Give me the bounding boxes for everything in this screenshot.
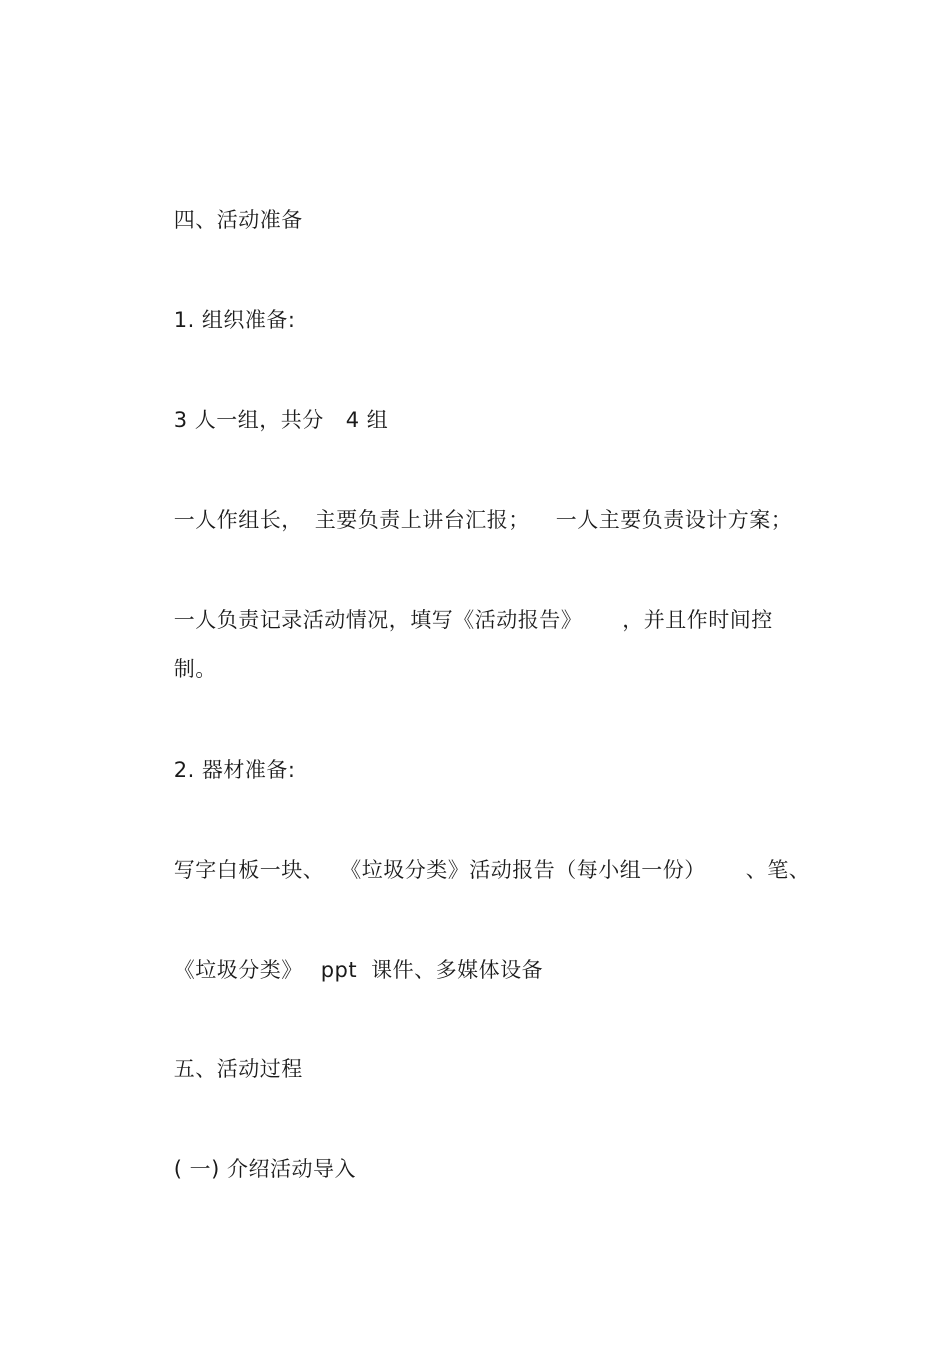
record-line-continued bbox=[145, 627, 217, 711]
section-5-heading bbox=[145, 1027, 303, 1111]
item-2-heading-text: 2. 器材准备: bbox=[173, 758, 296, 782]
section-4-heading bbox=[145, 178, 303, 262]
item-2-heading bbox=[145, 728, 296, 812]
grouping-text-a: 3 人一组，共分 bbox=[173, 408, 324, 432]
materials-text-a: 写字白板一块、 bbox=[173, 858, 325, 882]
subsection-1-heading-text: ( 一) 介绍活动导入 bbox=[173, 1157, 356, 1181]
roles-text-a: 一人作组长， bbox=[173, 508, 303, 532]
materials-line bbox=[145, 828, 810, 912]
subsection-1-heading bbox=[145, 1127, 356, 1211]
materials2-text-a: 《垃圾分类》 bbox=[173, 958, 303, 982]
section-5-heading-text: 五、活动过程 bbox=[173, 1057, 303, 1081]
record-text-c: 制。 bbox=[173, 657, 217, 681]
roles-text-b: 主要负责上讲台汇报； bbox=[314, 508, 530, 532]
section-4-heading-text: 四、活动准备 bbox=[173, 208, 303, 232]
item-1-heading-text: 1. 组织准备: bbox=[173, 308, 296, 332]
record-text-b: ，并且作时间控 bbox=[622, 608, 773, 632]
materials2-text-c: 课件、多媒体设备 bbox=[371, 958, 544, 982]
materials-line-2 bbox=[145, 928, 543, 1012]
materials-text-c: 、笔、 bbox=[745, 858, 811, 882]
materials2-text-b: ppt bbox=[320, 958, 358, 982]
materials-text-b: 《垃圾分类》活动报告（每小组一份） bbox=[340, 858, 706, 882]
item-1-heading bbox=[145, 278, 296, 362]
record-text-a: 一人负责记录活动情况，填写《活动报告》 bbox=[173, 608, 583, 632]
record-line bbox=[145, 578, 773, 662]
grouping-text-b: 4 组 bbox=[345, 408, 389, 432]
roles-line bbox=[145, 478, 792, 562]
grouping-line bbox=[145, 378, 388, 462]
roles-text-c: 一人主要负责设计方案； bbox=[555, 508, 793, 532]
